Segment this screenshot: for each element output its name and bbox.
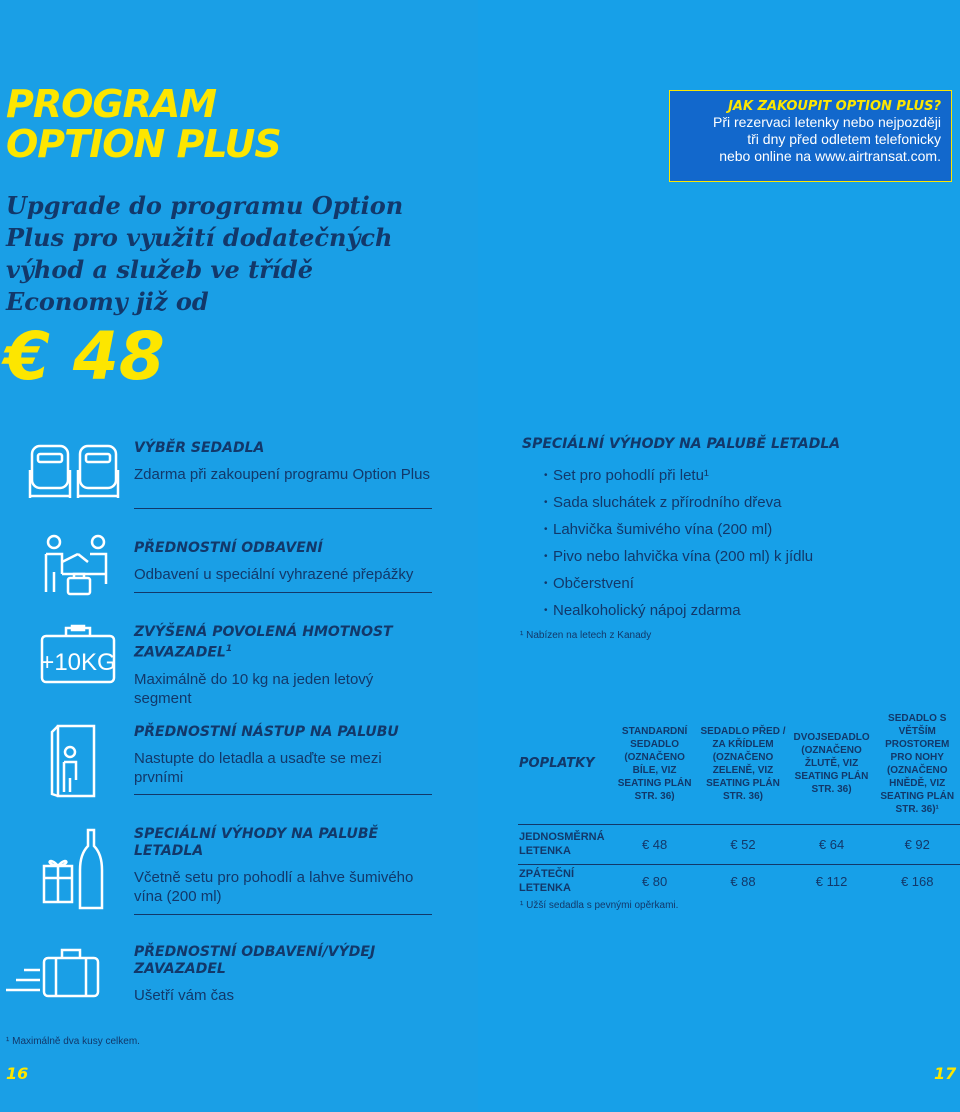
page-number-right: 17 xyxy=(934,1064,957,1083)
feature-priority-boarding xyxy=(134,724,432,795)
row-header: JEDNOSMĚRNÁ LETENKA xyxy=(518,824,612,864)
feature-special-onboard xyxy=(134,826,432,915)
feature-heading-text: ZVÝŠENÁ POVOLENÁ HMOTNOST ZAVAZADEL xyxy=(134,624,393,661)
list-item: • Set pro pohodlí při letu¹ xyxy=(544,462,813,489)
list-item: • Pivo nebo lahvička vína (200 ml) k jídlu xyxy=(544,543,813,570)
infobox-line-3: nebo online na www.airtransat.com. xyxy=(719,148,941,164)
special-benefits-heading: SPECIÁLNÍ VÝHODY NA PALUBĚ LETADLA xyxy=(522,436,841,452)
column-header: SEDADLO S VĚTŠÍM PROSTOREM PRO NOHY (OZNAČENO HNĚDĚ, VIZ SEATING PLÁN STR. 36)¹ xyxy=(880,712,955,815)
page-title xyxy=(6,84,281,164)
feature-heading: SPECIÁLNÍ VÝHODY NA PALUBĚ LETADLA xyxy=(134,826,379,859)
infobox-line-2: tři dny před odletem telefonicky xyxy=(747,131,941,147)
list-item: • Občerstvení xyxy=(544,570,813,597)
baggage-plus-10kg-icon xyxy=(38,622,118,686)
special-benefits-list xyxy=(544,462,813,624)
title-line-1: PROGRAM xyxy=(6,82,217,126)
table-cell: € 64 xyxy=(789,824,875,864)
column-header: SEDADLO PŘED / ZA KŘÍDLEM (OZNAČENO ZELENĚ, VIZ SEATING PLÁN STR. 36) xyxy=(700,725,786,802)
seats-icon xyxy=(26,440,122,504)
feature-heading: PŘEDNOSTNÍ ODBAVENÍ/VÝDEJ ZAVAZADEL xyxy=(134,944,376,977)
feature-text: Odbavení u speciální vyhrazené přepážky xyxy=(134,566,414,583)
feature-seat-selection xyxy=(134,440,432,509)
table-cell: € 112 xyxy=(789,864,875,898)
page-number-left: 16 xyxy=(6,1064,29,1083)
table-cell: € 92 xyxy=(874,824,960,864)
column-header: DVOJSEDADLO (OZNAČENO ŽLUTĚ, VIZ SEATING PLÁN STR. 36) xyxy=(793,732,870,796)
baggage-icon-label: +10KG xyxy=(40,649,116,676)
price: € 48 xyxy=(4,318,165,395)
feature-text: Včetně setu pro pohodlí a lahve šumivého vína (200 ml) xyxy=(134,869,414,905)
infobox-line-1: Při rezervaci letenky nebo nejpozději xyxy=(712,114,941,130)
feature-heading xyxy=(134,624,432,662)
table-row xyxy=(518,824,960,864)
feature-text: Ušetří vám čas xyxy=(134,987,235,1004)
table-cell: € 168 xyxy=(874,864,960,898)
list-item: • Sada sluchátek z přírodního dřeva xyxy=(544,489,813,516)
feature-heading: PŘEDNOSTNÍ ODBAVENÍ xyxy=(134,540,323,556)
footnote-mark: 1 xyxy=(225,644,233,654)
fees-label: POPLATKY xyxy=(519,756,595,772)
fees-footnote: ¹ Užší sedadla s pevnými opěrkami. xyxy=(520,900,679,911)
feature-text: Maximálně do 10 kg na jeden letový segment xyxy=(134,670,374,707)
feature-text: Nastupte do letadla a usaďte se mezi prvními xyxy=(134,750,382,786)
table-row xyxy=(518,864,960,898)
fast-baggage-icon xyxy=(2,944,102,1002)
gift-wine-icon xyxy=(40,824,106,910)
feature-heading: PŘEDNOSTNÍ NÁSTUP NA PALUBU xyxy=(134,724,399,740)
table-cell: € 88 xyxy=(697,864,788,898)
list-item: • Lahvička šumivého vína (200 ml) xyxy=(544,516,813,543)
feature-text: Zdarma při zakoupení programu Option Plus xyxy=(134,466,430,483)
table-cell: € 52 xyxy=(697,824,788,864)
row-header: ZPÁTEČNÍ LETENKA xyxy=(518,864,612,898)
boarding-icon xyxy=(48,718,100,798)
table-cell: € 80 xyxy=(612,864,698,898)
column-header: STANDARDNÍ SEDADLO (OZNAČENO BÍLE, VIZ SEATING PLÁN STR. 36) xyxy=(617,725,692,802)
feature-priority-baggage xyxy=(134,944,432,1010)
how-to-buy-box xyxy=(669,90,952,182)
feature-extra-baggage xyxy=(134,624,432,707)
subtitle: Upgrade do programu Option Plus pro využití dodatečných výhod a služeb ve třídě Economy již od xyxy=(6,191,404,316)
special-footnote: ¹ Nabízen na letech z Kanady xyxy=(520,630,652,641)
table-cell: € 48 xyxy=(612,824,698,864)
feature-heading: VÝBĚR SEDADLA xyxy=(134,440,265,456)
check-in-icon xyxy=(40,532,114,598)
fees-table xyxy=(518,704,960,898)
title-line-2: OPTION PLUS xyxy=(6,122,281,166)
left-footnote: ¹ Maximálně dva kusy celkem. xyxy=(6,1036,140,1047)
feature-priority-check-in xyxy=(134,540,432,593)
infobox-heading: JAK ZAKOUPIT OPTION PLUS? xyxy=(728,99,941,114)
list-item: • Nealkoholický nápoj zdarma xyxy=(544,597,813,624)
